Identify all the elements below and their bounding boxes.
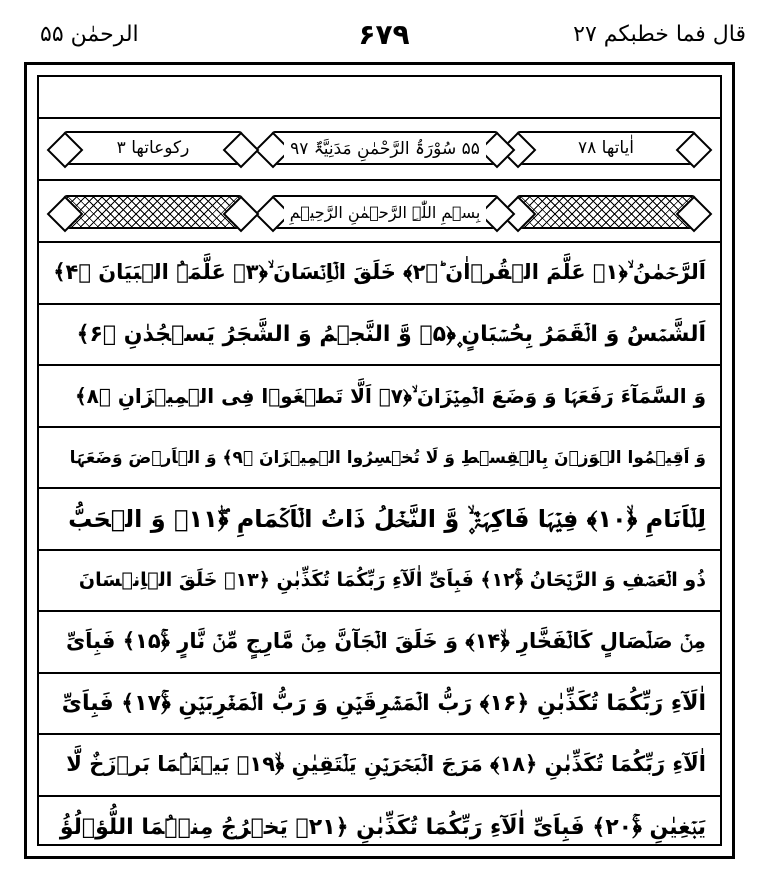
ornament-right (516, 195, 696, 229)
ayat-count: اٰیاتھا ۷۸ (572, 138, 640, 158)
top-spacer (39, 77, 720, 119)
verse-line: مِنۡ صَلۡصَالٍ کَالۡفَخَّارِ ﴿ۙ۱۴﴾ وَ خَلَقَ الۡجَآنَّ مِنۡ مَّارِجٍ مِّنۡ نَّارٍ ﴿ۚ۱۵﴾ فَبِاَیِّ (39, 612, 720, 674)
surah-name-header: الرحمٰن ۵۵ (40, 22, 139, 47)
bismillah-text: بِسۡمِ اللّٰہِ الرَّحۡمٰنِ الرَّحِیۡمِ (284, 203, 487, 222)
page-inner-frame (37, 75, 722, 846)
verse-line: وَ اَقِیۡمُوا الۡوَزۡنَ بِالۡقِسۡطِ وَ لَا تُخۡسِرُوا الۡمِیۡزَانَ ﴿۹﴾ وَ الۡاَرۡضَ وَضَعَہَا (39, 428, 720, 490)
verse-line: اَلشَّمۡسُ وَ الۡقَمَرُ بِحُسۡبَانٍ ۪﴿۵﴾ وَّ النَّجۡمُ وَ الشَّجَرُ یَسۡجُدٰنِ ﴿۶﴾ (39, 305, 720, 367)
ornament-left (63, 195, 243, 229)
page-frame (24, 62, 735, 859)
bismillah-row (39, 181, 720, 243)
verse-line: ذُو الۡعَصۡفِ وَ الرَّیۡحَانُ ﴿ۚ۱۲﴾ فَبِاَیِّ اٰلَآءِ رَبِّکُمَا تُکَذِّبٰنِ ﴿۱۳﴾ خَلَقَ الۡاِنۡسَانَ (39, 551, 720, 613)
page-header (0, 0, 768, 62)
surah-title-row (39, 117, 720, 181)
verse-line: یَبۡغِیٰنِ ﴿ۚ۲۰﴾ فَبِاَیِّ اٰلَآءِ رَبِّکُمَا تُکَذِّبٰنِ ﴿۲۱﴾ یَخۡرُجُ مِنۡہُمَا اللُّؤۡلُؤُ (59, 814, 706, 840)
bismillah-cartouche (271, 195, 499, 229)
para-name-header: قال فما خطبکم ۲۷ (573, 22, 746, 47)
ruku-count-cartouche (63, 131, 243, 165)
verse-line: وَ السَّمَآءَ رَفَعَہَا وَ وَضَعَ الۡمِیۡزَانَ ۙ﴿۷﴾ اَلَّا تَطۡغَوۡا فِی الۡمِیۡزَانِ ﴿۸﴾ (39, 366, 720, 428)
ayat-count-cartouche (516, 131, 696, 165)
verse-line: اٰلَآءِ رَبِّکُمَا تُکَذِّبٰنِ ﴿۱۶﴾ رَبُّ الۡمَشۡرِقَیۡنِ وَ رَبُّ الۡمَغۡرِبَیۡنِ ﴿ۚ۱۷﴾ فَبِاَیِّ (39, 674, 720, 736)
surah-title: ۵۵ سُوْرَۃُ الرَّحْمٰنِ مَدَنِیَّۃٌ ۹۷ (284, 138, 486, 159)
verse-line: لِلۡاَنَامِ ﴿ۙ۱۰﴾ فِیۡہَا فَاکِہَۃٌ ۪ۙ وَّ النَّخۡلُ ذَاتُ الۡاَکۡمَامِ ﴿ۖ۱۱﴾ وَ الۡحَبُّ (39, 489, 720, 551)
surah-name-cartouche (271, 131, 499, 165)
page-number: ۶۷۹ (358, 18, 410, 51)
verse-line: اٰلَآءِ رَبِّکُمَا تُکَذِّبٰنِ ﴿۱۸﴾ مَرَجَ الۡبَحۡرَیۡنِ یَلۡتَقِیٰنِ ﴿ۙ۱۹﴾ بَیۡنَہُمَا بَرۡزَخٌ لَّا (39, 735, 720, 797)
ruku-count: رکوعاتھا ۳ (111, 138, 196, 158)
verse-line: اَلرَّحۡمٰنُ ۙ﴿۱﴾ عَلَّمَ الۡقُرۡاٰنَ ؕ﴿۲﴾ خَلَقَ الۡاِنۡسَانَ ۙ﴿۳﴾ عَلَّمَہُ الۡبَیَانَ ﴿۴﴾ (39, 243, 720, 305)
verses-block (39, 243, 720, 844)
